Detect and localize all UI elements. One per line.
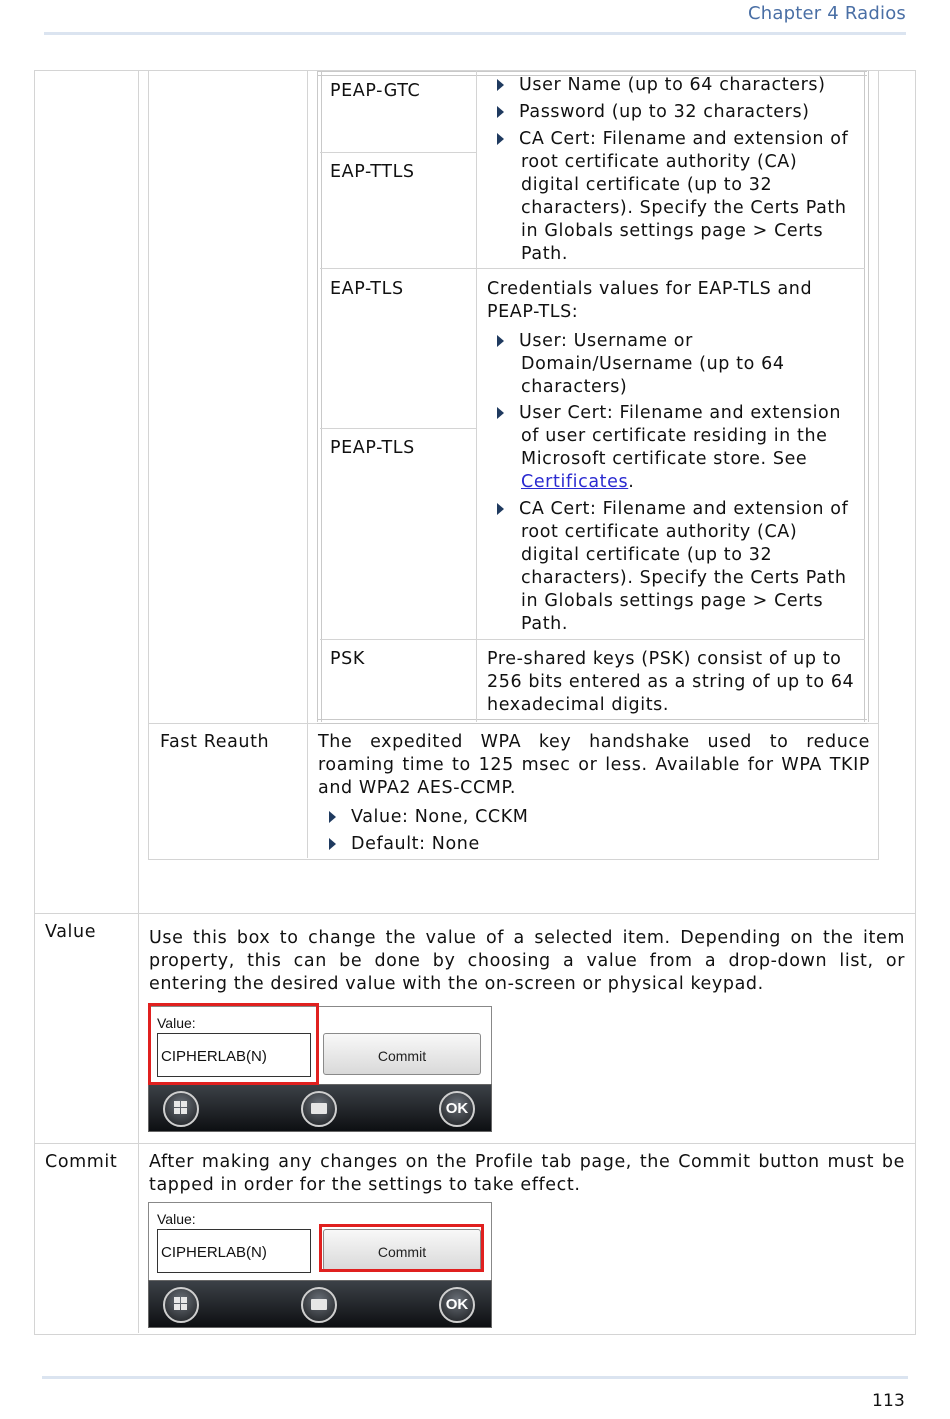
windows-start-icon xyxy=(174,1297,188,1311)
commit-button-label: Commit xyxy=(377,1048,427,1064)
psk-description: Pre-shared keys (PSK) consist of up to xyxy=(487,649,842,669)
fast-reauth-description: The expedited WPA key handshake used to reduce roaming time to 125 msec or less. Available for WPA TKIP and WPA2 AES-CCMP. xyxy=(318,732,870,798)
method-label: PEAP-TLS xyxy=(330,438,415,458)
bullet-continuation: Domain/Username (up to 64 xyxy=(521,354,785,374)
softkey-bar xyxy=(148,1280,492,1328)
nested-table-right-border xyxy=(864,71,869,722)
value-field-label: Value: xyxy=(157,1015,196,1031)
value-input-text: CIPHERLAB(N) xyxy=(161,1244,267,1261)
highlight-value-field xyxy=(148,1003,319,1085)
chapter-title: Chapter 4 Radios xyxy=(747,3,906,24)
commit-screenshot xyxy=(148,1202,492,1328)
bullet-item: Password (up to 32 characters) xyxy=(519,102,810,122)
bullet-continuation: root certificate authority (CA) xyxy=(521,152,798,172)
header-divider xyxy=(44,32,906,35)
nested-row-divider xyxy=(320,268,865,269)
value-label: Value xyxy=(45,922,97,942)
bullet-continuation: characters). Specify the Certs Path xyxy=(521,568,847,588)
method-label: EAP-TTLS xyxy=(330,162,415,182)
commit-description: After making any changes on the Profile tab page, the Commit button must be tapped in order for the settings to take effect. xyxy=(149,1152,905,1195)
tls-intro: Credentials values for EAP-TLS and xyxy=(487,279,813,299)
bullet-continuation: digital certificate (up to 32 xyxy=(521,545,773,565)
value-input-text: CIPHERLAB(N) xyxy=(161,1048,267,1065)
commit-button[interactable] xyxy=(323,1033,481,1075)
outer-row-divider xyxy=(34,913,916,914)
bullet-continuation: in Globals settings page > Certs xyxy=(521,591,824,611)
value-description: Use this box to change the value of a selected item. Depending on the item property, this can be done by choosing a value from a drop-down list, or entering the desired value with the on-screen or physical keypad. xyxy=(149,928,905,994)
nested-row-divider xyxy=(320,152,476,153)
bullet-item: User: Username or xyxy=(519,331,693,351)
inner-column-divider xyxy=(307,70,308,858)
bullet-continuation: of user certificate residing in the xyxy=(521,426,828,446)
value-field-label: Value: xyxy=(157,1211,196,1227)
psk-description: hexadecimal digits. xyxy=(487,695,670,715)
highlight-commit-button xyxy=(319,1224,484,1272)
footer-divider xyxy=(42,1376,908,1379)
nested-table-bottom-border xyxy=(317,719,867,724)
period: . xyxy=(628,472,635,492)
value-screenshot xyxy=(148,1006,492,1132)
method-label: PSK xyxy=(330,649,365,669)
psk-description: 256 bits entered as a string of up to 64 xyxy=(487,672,855,692)
certificates-line xyxy=(521,471,634,494)
windows-start-icon xyxy=(174,1101,188,1115)
outer-row-divider xyxy=(34,1143,916,1144)
bullet-continuation: Path. xyxy=(521,614,569,634)
bullet-continuation: Path. xyxy=(521,244,569,264)
ok-button[interactable]: OK xyxy=(439,1091,475,1127)
commit-button-label: Commit xyxy=(377,1244,427,1260)
bullet-item: CA Cert: Filename and extension of xyxy=(519,499,849,519)
bullet-item: Value: None, CCKM xyxy=(351,807,529,827)
nested-table-left-border xyxy=(317,71,322,722)
ok-button[interactable]: OK xyxy=(439,1287,475,1323)
value-input[interactable] xyxy=(157,1229,311,1273)
certificates-link[interactable]: Certificates xyxy=(521,472,629,492)
method-label: PEAP-GTC xyxy=(330,81,421,101)
bullet-item: CA Cert: Filename and extension of xyxy=(519,129,849,149)
bullet-continuation: digital certificate (up to 32 xyxy=(521,175,773,195)
nested-row-divider xyxy=(320,639,865,640)
fast-reauth-label: Fast Reauth xyxy=(160,732,270,752)
commit-label: Commit xyxy=(45,1152,118,1172)
nested-row-divider xyxy=(320,428,476,429)
bullet-item: Default: None xyxy=(351,834,480,854)
bullet-item: User Name (up to 64 characters) xyxy=(519,75,826,95)
tls-intro: PEAP-TLS: xyxy=(487,302,579,322)
windows-start-button[interactable] xyxy=(163,1287,199,1323)
page-number: 113 xyxy=(871,1391,905,1411)
bullet-item: User Cert: Filename and extension xyxy=(519,403,842,423)
keyboard-icon xyxy=(311,1103,327,1114)
softkey-bar xyxy=(148,1084,492,1132)
method-label: EAP-TLS xyxy=(330,279,404,299)
keyboard-button[interactable] xyxy=(301,1287,337,1323)
bullet-continuation: Microsoft certificate store. See xyxy=(521,449,808,469)
nested-column-divider xyxy=(476,71,477,722)
bullet-continuation: in Globals settings page > Certs xyxy=(521,221,824,241)
keyboard-icon xyxy=(311,1299,327,1310)
bullet-continuation: root certificate authority (CA) xyxy=(521,522,798,542)
windows-start-button[interactable] xyxy=(163,1091,199,1127)
bullet-continuation: characters) xyxy=(521,377,628,397)
keyboard-button[interactable] xyxy=(301,1091,337,1127)
bullet-continuation: characters). Specify the Certs Path xyxy=(521,198,847,218)
